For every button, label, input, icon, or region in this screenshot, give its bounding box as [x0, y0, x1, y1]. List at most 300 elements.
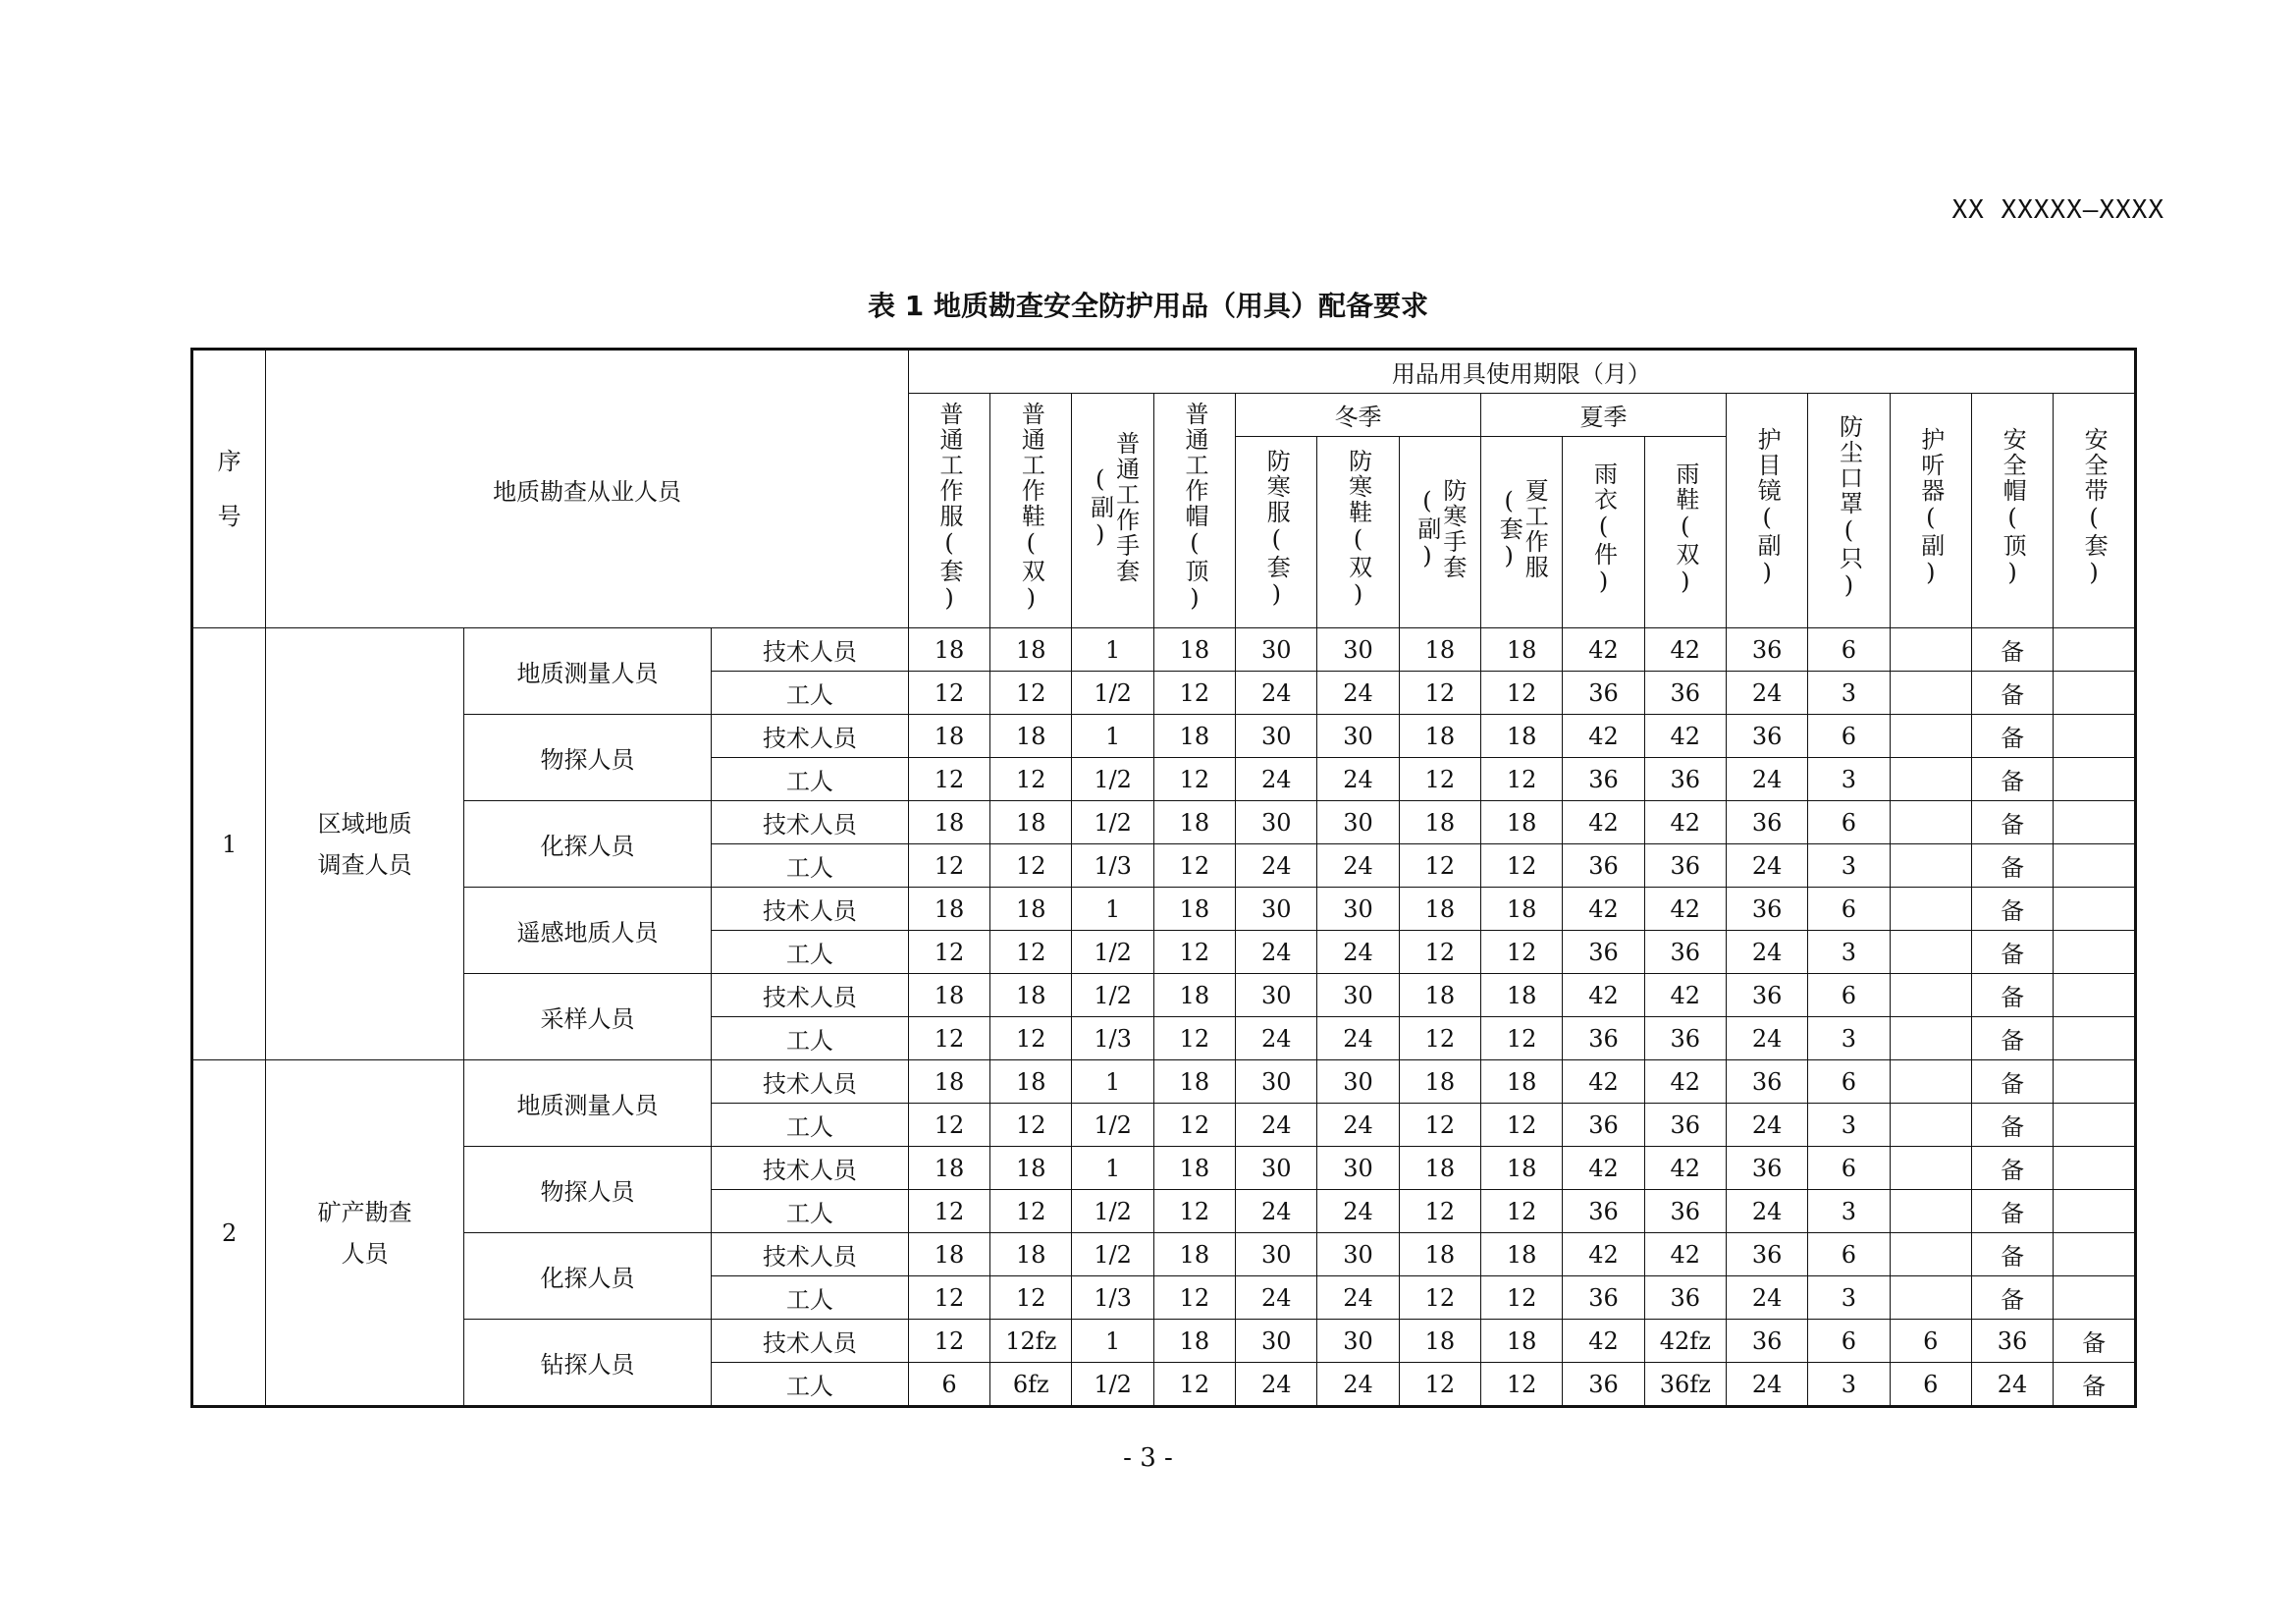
- value-cell: 30: [1236, 888, 1317, 931]
- value-cell: 36: [1563, 1017, 1644, 1060]
- header-col-1: [908, 394, 989, 628]
- value-cell: 1/2: [1072, 931, 1153, 974]
- role-cell: 技术人员: [712, 1060, 909, 1104]
- value-cell: 18: [1481, 1320, 1563, 1363]
- header-col-7: [1399, 437, 1480, 628]
- value-cell: [1890, 974, 1971, 1017]
- value-cell: 36: [1563, 1190, 1644, 1233]
- value-cell: 12: [1481, 844, 1563, 888]
- table-row: [192, 1060, 2136, 1104]
- value-cell: 备: [1971, 888, 2053, 931]
- value-cell: 18: [1481, 628, 1563, 672]
- role-cell: 工人: [712, 672, 909, 715]
- table-row: [192, 1233, 2136, 1276]
- table-row: [192, 628, 2136, 672]
- header-col-label: 普通工作服(套): [935, 402, 963, 614]
- value-cell: 18: [1399, 801, 1480, 844]
- value-cell: 42: [1644, 1147, 1726, 1190]
- value-cell: [1890, 1190, 1971, 1233]
- value-cell: 12: [1399, 1363, 1480, 1407]
- value-cell: 36: [1726, 888, 1807, 931]
- value-cell: 备: [1971, 1190, 2053, 1233]
- value-cell: 42: [1563, 715, 1644, 758]
- value-cell: 3: [1808, 1104, 1890, 1147]
- role-cell: 技术人员: [712, 974, 909, 1017]
- value-cell: 36: [1644, 672, 1726, 715]
- subgroup-name: 物探人员: [464, 1147, 712, 1233]
- value-cell: 1/2: [1072, 758, 1153, 801]
- value-cell: [2054, 1060, 2136, 1104]
- subgroup-name: 地质测量人员: [464, 1060, 712, 1147]
- subgroup-name: 钻探人员: [464, 1320, 712, 1407]
- value-cell: 42: [1563, 888, 1644, 931]
- value-cell: 12: [1481, 1017, 1563, 1060]
- value-cell: 1/2: [1072, 974, 1153, 1017]
- value-cell: [2054, 715, 2136, 758]
- role-cell: 技术人员: [712, 628, 909, 672]
- value-cell: 18: [990, 974, 1072, 1017]
- value-cell: 36: [1563, 672, 1644, 715]
- value-cell: 6: [1808, 715, 1890, 758]
- value-cell: 12: [1481, 1190, 1563, 1233]
- value-cell: 12: [1153, 844, 1235, 888]
- header-col-label: 普通工作手套(副): [1086, 431, 1140, 584]
- value-cell: 12: [990, 1104, 1072, 1147]
- value-cell: 备: [1971, 931, 2053, 974]
- value-cell: 1/3: [1072, 1017, 1153, 1060]
- subgroup-name: 化探人员: [464, 801, 712, 888]
- value-cell: 24: [1317, 1276, 1399, 1320]
- value-cell: 12fz: [990, 1320, 1072, 1363]
- value-cell: 12: [1153, 931, 1235, 974]
- value-cell: 3: [1808, 758, 1890, 801]
- value-cell: 12: [990, 1190, 1072, 1233]
- value-cell: 42: [1563, 974, 1644, 1017]
- value-cell: 1/2: [1072, 1190, 1153, 1233]
- value-cell: [2054, 1104, 2136, 1147]
- value-cell: 18: [1153, 801, 1235, 844]
- value-cell: 1: [1072, 715, 1153, 758]
- value-cell: 24: [1236, 672, 1317, 715]
- ppe-requirements-table: [190, 348, 2137, 1408]
- value-cell: 12: [1481, 1104, 1563, 1147]
- value-cell: 备: [1971, 1233, 2053, 1276]
- value-cell: 18: [1399, 715, 1480, 758]
- subgroup-name: 遥感地质人员: [464, 888, 712, 974]
- header-col-label: 雨衣(件): [1589, 461, 1618, 597]
- value-cell: 24: [1726, 758, 1807, 801]
- group-seq: 2: [192, 1060, 266, 1407]
- value-cell: 42: [1563, 801, 1644, 844]
- value-cell: 18: [1399, 1320, 1480, 1363]
- value-cell: 12: [1153, 1276, 1235, 1320]
- value-cell: 6: [1808, 974, 1890, 1017]
- value-cell: 30: [1236, 801, 1317, 844]
- value-cell: 36: [1726, 1233, 1807, 1276]
- header-col-label: 普通工作帽(顶): [1180, 402, 1208, 614]
- value-cell: 备: [2054, 1320, 2136, 1363]
- value-cell: 12: [1153, 672, 1235, 715]
- value-cell: 18: [990, 1233, 1072, 1276]
- value-cell: [1890, 844, 1971, 888]
- value-cell: 18: [1153, 1320, 1235, 1363]
- value-cell: 36: [1726, 715, 1807, 758]
- value-cell: 36: [1971, 1320, 2053, 1363]
- value-cell: 18: [1153, 974, 1235, 1017]
- value-cell: 1/2: [1072, 801, 1153, 844]
- header-col-3: [1072, 394, 1153, 628]
- value-cell: 备: [1971, 1017, 2053, 1060]
- value-cell: 18: [1153, 1233, 1235, 1276]
- role-cell: 技术人员: [712, 1233, 909, 1276]
- value-cell: 18: [908, 888, 989, 931]
- value-cell: 42: [1644, 974, 1726, 1017]
- value-cell: 1/2: [1072, 1363, 1153, 1407]
- value-cell: 36: [1726, 1320, 1807, 1363]
- value-cell: 24: [1971, 1363, 2053, 1407]
- value-cell: 18: [1399, 1233, 1480, 1276]
- value-cell: 30: [1317, 1320, 1399, 1363]
- value-cell: 12: [1399, 931, 1480, 974]
- header-col-15: [2054, 394, 2136, 628]
- value-cell: [1890, 1276, 1971, 1320]
- value-cell: 36: [1563, 758, 1644, 801]
- value-cell: 18: [990, 628, 1072, 672]
- role-cell: 工人: [712, 1017, 909, 1060]
- value-cell: 12: [1481, 1276, 1563, 1320]
- value-cell: 12: [908, 1104, 989, 1147]
- value-cell: 18: [1153, 715, 1235, 758]
- header-staff: 地质勘查从业人员: [266, 350, 909, 628]
- value-cell: 12: [990, 1276, 1072, 1320]
- value-cell: 36: [1563, 844, 1644, 888]
- value-cell: 36: [1644, 1190, 1726, 1233]
- value-cell: 12: [990, 672, 1072, 715]
- value-cell: 18: [1481, 801, 1563, 844]
- value-cell: 18: [1481, 715, 1563, 758]
- value-cell: 12: [1153, 1017, 1235, 1060]
- value-cell: 24: [1236, 758, 1317, 801]
- value-cell: 24: [1726, 1190, 1807, 1233]
- header-col-2: [990, 394, 1072, 628]
- value-cell: 18: [990, 888, 1072, 931]
- table-row: [192, 1320, 2136, 1363]
- value-cell: 18: [1153, 628, 1235, 672]
- value-cell: 24: [1726, 1104, 1807, 1147]
- value-cell: 24: [1317, 1363, 1399, 1407]
- value-cell: 1: [1072, 888, 1153, 931]
- value-cell: 18: [908, 974, 989, 1017]
- value-cell: 3: [1808, 1017, 1890, 1060]
- header-col-13: [1890, 394, 1971, 628]
- value-cell: 3: [1808, 931, 1890, 974]
- subgroup-name: 采样人员: [464, 974, 712, 1060]
- value-cell: 36: [1563, 1104, 1644, 1147]
- value-cell: 备: [1971, 1104, 2053, 1147]
- value-cell: 24: [1726, 1363, 1807, 1407]
- value-cell: 备: [2054, 1363, 2136, 1407]
- role-cell: 技术人员: [712, 801, 909, 844]
- value-cell: 3: [1808, 1276, 1890, 1320]
- value-cell: 18: [1153, 1060, 1235, 1104]
- role-cell: 工人: [712, 1276, 909, 1320]
- value-cell: 1/3: [1072, 1276, 1153, 1320]
- value-cell: 18: [908, 801, 989, 844]
- value-cell: 12: [908, 1017, 989, 1060]
- table-row: [192, 1147, 2136, 1190]
- value-cell: 12: [1481, 931, 1563, 974]
- value-cell: 1: [1072, 1147, 1153, 1190]
- value-cell: 12: [1399, 844, 1480, 888]
- value-cell: 1: [1072, 1320, 1153, 1363]
- header-col-4: [1153, 394, 1235, 628]
- value-cell: 12: [1481, 758, 1563, 801]
- value-cell: 30: [1317, 974, 1399, 1017]
- header-summer: 夏季: [1481, 394, 1727, 437]
- role-cell: 工人: [712, 1363, 909, 1407]
- value-cell: 24: [1317, 672, 1399, 715]
- value-cell: 6: [1808, 1233, 1890, 1276]
- value-cell: 备: [1971, 672, 2053, 715]
- role-cell: 技术人员: [712, 1147, 909, 1190]
- header-col-label: 夏工作服(套): [1495, 478, 1549, 580]
- value-cell: 备: [1971, 628, 2053, 672]
- value-cell: 30: [1236, 1320, 1317, 1363]
- value-cell: 42fz: [1644, 1320, 1726, 1363]
- role-cell: 技术人员: [712, 715, 909, 758]
- value-cell: [1890, 628, 1971, 672]
- header-col-label: 安全帽(顶): [1999, 427, 2027, 588]
- value-cell: 18: [908, 1060, 989, 1104]
- header-col-6: [1317, 437, 1399, 628]
- value-cell: 18: [1399, 888, 1480, 931]
- role-cell: 工人: [712, 1190, 909, 1233]
- value-cell: 24: [1726, 672, 1807, 715]
- value-cell: 1/2: [1072, 672, 1153, 715]
- header-col-label: 普通工作鞋(双): [1017, 402, 1045, 614]
- value-cell: 42: [1644, 628, 1726, 672]
- header-col-label: 安全带(套): [2080, 427, 2109, 588]
- value-cell: [2054, 1147, 2136, 1190]
- value-cell: [1890, 1060, 1971, 1104]
- value-cell: 6: [1808, 1320, 1890, 1363]
- value-cell: 36: [1563, 1363, 1644, 1407]
- group-category: 区域地质 调查人员: [266, 628, 464, 1060]
- value-cell: 30: [1317, 1060, 1399, 1104]
- header-col-label: 护听器(副): [1916, 427, 1945, 588]
- value-cell: 12: [1481, 672, 1563, 715]
- value-cell: 18: [1153, 888, 1235, 931]
- value-cell: [2054, 888, 2136, 931]
- value-cell: 24: [1236, 1276, 1317, 1320]
- role-cell: 工人: [712, 844, 909, 888]
- value-cell: 30: [1317, 715, 1399, 758]
- value-cell: 36: [1726, 974, 1807, 1017]
- header-col-label: 防尘口罩(只): [1835, 414, 1863, 601]
- value-cell: [1890, 715, 1971, 758]
- value-cell: 42: [1563, 1147, 1644, 1190]
- value-cell: 30: [1236, 1233, 1317, 1276]
- value-cell: 18: [1399, 628, 1480, 672]
- value-cell: 24: [1236, 1190, 1317, 1233]
- value-cell: [2054, 758, 2136, 801]
- header-col-5: [1236, 437, 1317, 628]
- header-col-14: [1971, 394, 2053, 628]
- value-cell: 18: [1481, 1060, 1563, 1104]
- value-cell: 6fz: [990, 1363, 1072, 1407]
- value-cell: 24: [1726, 1017, 1807, 1060]
- value-cell: 30: [1236, 628, 1317, 672]
- value-cell: 1/3: [1072, 844, 1153, 888]
- value-cell: 12: [1399, 1104, 1480, 1147]
- header-col-9: [1563, 437, 1644, 628]
- value-cell: 18: [1481, 974, 1563, 1017]
- group-seq: 1: [192, 628, 266, 1060]
- value-cell: 30: [1317, 628, 1399, 672]
- value-cell: 12: [1399, 1017, 1480, 1060]
- value-cell: 18: [990, 715, 1072, 758]
- role-cell: 技术人员: [712, 1320, 909, 1363]
- value-cell: 24: [1317, 844, 1399, 888]
- value-cell: 36: [1563, 931, 1644, 974]
- value-cell: 12: [908, 844, 989, 888]
- value-cell: [2054, 628, 2136, 672]
- value-cell: 12: [1153, 758, 1235, 801]
- value-cell: 36: [1644, 1104, 1726, 1147]
- value-cell: 12: [908, 672, 989, 715]
- value-cell: 18: [908, 1147, 989, 1190]
- value-cell: 6: [1808, 801, 1890, 844]
- value-cell: 24: [1317, 1190, 1399, 1233]
- value-cell: 18: [1399, 1147, 1480, 1190]
- value-cell: 备: [1971, 1060, 2053, 1104]
- header-col-8: [1481, 437, 1563, 628]
- value-cell: 12: [990, 844, 1072, 888]
- value-cell: 12: [1481, 1363, 1563, 1407]
- header-period: 用品用具使用期限（月）: [908, 350, 2135, 394]
- value-cell: [1890, 758, 1971, 801]
- value-cell: 24: [1236, 1104, 1317, 1147]
- header-col-label: 雨鞋(双): [1671, 461, 1699, 597]
- value-cell: 36: [1644, 1017, 1726, 1060]
- value-cell: 1: [1072, 628, 1153, 672]
- value-cell: [1890, 888, 1971, 931]
- header-col-label: 护目镜(副): [1753, 427, 1782, 588]
- role-cell: 技术人员: [712, 888, 909, 931]
- header-col-10: [1644, 437, 1726, 628]
- value-cell: 36: [1726, 801, 1807, 844]
- value-cell: 6: [1808, 888, 1890, 931]
- value-cell: 30: [1317, 801, 1399, 844]
- value-cell: 24: [1236, 931, 1317, 974]
- group-category: 矿产勘查 人员: [266, 1060, 464, 1407]
- value-cell: 36: [1644, 931, 1726, 974]
- value-cell: 36: [1726, 1147, 1807, 1190]
- value-cell: 备: [1971, 1276, 2053, 1320]
- value-cell: 18: [990, 1060, 1072, 1104]
- value-cell: 24: [1726, 1276, 1807, 1320]
- value-cell: [2054, 801, 2136, 844]
- value-cell: 36fz: [1644, 1363, 1726, 1407]
- value-cell: 30: [1317, 1233, 1399, 1276]
- value-cell: 42: [1563, 1320, 1644, 1363]
- value-cell: 备: [1971, 1147, 2053, 1190]
- value-cell: 24: [1317, 1104, 1399, 1147]
- value-cell: 备: [1971, 715, 2053, 758]
- value-cell: 18: [1153, 1147, 1235, 1190]
- value-cell: 6: [1890, 1363, 1971, 1407]
- value-cell: 42: [1563, 1233, 1644, 1276]
- value-cell: 30: [1317, 1147, 1399, 1190]
- value-cell: 12: [1153, 1363, 1235, 1407]
- value-cell: 备: [1971, 758, 2053, 801]
- page-number: - 3 -: [1123, 1443, 1173, 1473]
- value-cell: 18: [1399, 974, 1480, 1017]
- value-cell: 1/2: [1072, 1233, 1153, 1276]
- value-cell: [2054, 1276, 2136, 1320]
- value-cell: 6: [1808, 1147, 1890, 1190]
- role-cell: 工人: [712, 1104, 909, 1147]
- value-cell: [1890, 931, 1971, 974]
- table-row: [192, 715, 2136, 758]
- value-cell: 36: [1563, 1276, 1644, 1320]
- value-cell: [2054, 974, 2136, 1017]
- value-cell: 36: [1726, 1060, 1807, 1104]
- value-cell: 30: [1317, 888, 1399, 931]
- value-cell: [1890, 1147, 1971, 1190]
- value-cell: 3: [1808, 672, 1890, 715]
- value-cell: 36: [1644, 1276, 1726, 1320]
- value-cell: 42: [1644, 801, 1726, 844]
- header-col-12: [1808, 394, 1890, 628]
- value-cell: 18: [908, 1233, 989, 1276]
- value-cell: 备: [1971, 974, 2053, 1017]
- value-cell: 24: [1317, 758, 1399, 801]
- value-cell: [2054, 1233, 2136, 1276]
- value-cell: 42: [1644, 1233, 1726, 1276]
- value-cell: 42: [1563, 628, 1644, 672]
- subgroup-name: 物探人员: [464, 715, 712, 801]
- value-cell: 6: [1808, 1060, 1890, 1104]
- document-code: XX XXXXX—XXXX: [1951, 195, 2164, 225]
- table-row: [192, 974, 2136, 1017]
- value-cell: [2054, 931, 2136, 974]
- value-cell: 6: [908, 1363, 989, 1407]
- value-cell: 12: [1399, 758, 1480, 801]
- value-cell: 42: [1644, 715, 1726, 758]
- value-cell: 24: [1726, 931, 1807, 974]
- value-cell: 12: [1399, 672, 1480, 715]
- table-title: 表 1 地质勘查安全防护用品（用具）配备要求: [868, 290, 1428, 322]
- header-col-label: 防寒鞋(双): [1344, 449, 1372, 610]
- value-cell: 3: [1808, 1363, 1890, 1407]
- value-cell: 42: [1563, 1060, 1644, 1104]
- value-cell: 36: [1726, 628, 1807, 672]
- role-cell: 工人: [712, 758, 909, 801]
- value-cell: [1890, 1233, 1971, 1276]
- value-cell: 12: [1153, 1190, 1235, 1233]
- value-cell: 24: [1236, 844, 1317, 888]
- value-cell: 12: [908, 758, 989, 801]
- value-cell: 42: [1644, 888, 1726, 931]
- value-cell: [1890, 1017, 1971, 1060]
- value-cell: 备: [1971, 844, 2053, 888]
- value-cell: 12: [1153, 1104, 1235, 1147]
- value-cell: 30: [1236, 974, 1317, 1017]
- value-cell: 18: [990, 1147, 1072, 1190]
- header-winter: 冬季: [1236, 394, 1481, 437]
- value-cell: 18: [908, 628, 989, 672]
